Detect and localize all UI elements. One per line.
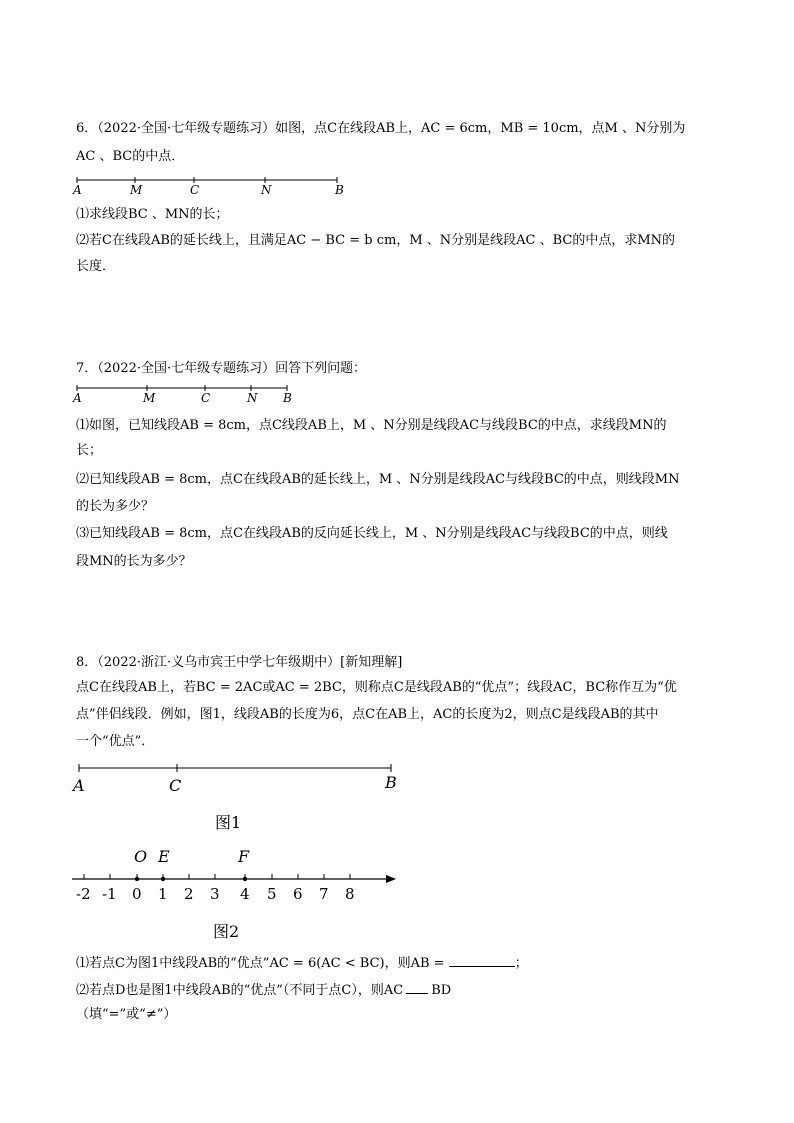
q6-point-n-label: N: [261, 183, 272, 197]
q8-part1-answer-blank[interactable]: [449, 952, 515, 967]
q6-part2-cont: 长度．: [76, 259, 116, 274]
fig2-tick-7: 7: [319, 885, 329, 903]
q7-point-n-label: N: [247, 391, 258, 405]
q8-intro-line2: 点”伴侣线段．例如，图1，线段AB的长度为6，点C在AB上，AC的长度为2，则点C是线段AB的其中: [76, 707, 659, 722]
q7-part1-cont: 长；: [76, 443, 103, 458]
q6-part1: ⑴求线段BC 、MN的长；: [76, 207, 229, 222]
fig2-tick-neg1: -1: [102, 885, 117, 903]
fig2-tick-0: 0: [132, 885, 142, 903]
fig2-tick-4: 4: [240, 885, 250, 903]
q8-part1-end: ；: [514, 956, 528, 971]
fig2-tick-neg2: -2: [76, 885, 91, 903]
q6-point-m-label: M: [130, 183, 143, 197]
fig2-tick-6: 6: [293, 885, 303, 903]
fig2-point-e-label: E: [158, 847, 170, 866]
q7-header: 7．（2022·全国·七年级专题练习）回答下列问题：: [76, 361, 367, 376]
fig1-point-b-label: B: [385, 773, 397, 792]
fig2-tick-5: 5: [267, 885, 277, 903]
fig2-tick-2: 2: [184, 885, 194, 903]
fig2-tick-1: 1: [158, 885, 168, 903]
q7-point-a-label: A: [73, 391, 82, 405]
q8-part2-answer-blank[interactable]: [406, 979, 428, 994]
q7-part3: ⑶已知线段AB = 8cm，点C在线段AB的反向延长线上，M 、N分别是线段AC与线段BC的中点，则线: [76, 526, 668, 541]
fig2-tick-3: 3: [210, 885, 220, 903]
fig1-point-c-label: C: [169, 776, 182, 795]
q8-part1: [76, 952, 528, 974]
q6-point-b-label: B: [335, 183, 344, 197]
q8-part2-text: ⑵若点D也是图1中线段AB的“优点”（不同于点C），则AC: [76, 983, 404, 998]
q7-part3-cont: 段MN的长为多少？: [76, 554, 192, 569]
fig2-tick-8: 8: [345, 885, 355, 903]
figure1-caption: 图1: [215, 813, 242, 832]
q8-header: 8．（2022·浙江·义乌市宾王中学七年级期中）[新知理解]: [76, 655, 403, 670]
fig1-point-a-label: A: [73, 776, 85, 795]
q6-point-a-label: A: [73, 183, 82, 197]
fig2-point-f-label: F: [238, 847, 250, 866]
q7-point-c-label: C: [201, 391, 211, 405]
q7-point-m-label: M: [143, 391, 156, 405]
q8-part2-note: （填“=”或“≠”）: [76, 1007, 177, 1022]
q8-intro-line1: 点C在线段AB上，若BC = 2AC或AC = 2BC，则称点C是线段AB的“优点”；线段AC，BC称作互为“优: [76, 680, 677, 695]
q6-header-cont: AC 、BC的中点．: [76, 149, 185, 164]
q6-point-c-label: C: [190, 183, 200, 197]
fig2-point-o-label: O: [134, 847, 148, 866]
q8-part2: [76, 979, 451, 1001]
q7-point-b-label: B: [283, 391, 292, 405]
q7-part2: ⑵已知线段AB = 8cm，点C在线段AB的延长线上，M 、N分别是线段AC与线段BC的中点，则线段MN: [76, 472, 680, 487]
q7-part2-cont: 的长为多少？: [76, 499, 155, 514]
q8-part1-text: ⑴若点C为图1中线段AB的“优点”AC = 6(AC < BC)，则AB =: [76, 956, 449, 971]
q7-part1: ⑴如图，已知线段AB = 8cm，点C线段AB上，M 、N分别是线段AC与线段BC的中点，求线段MN的: [76, 418, 667, 433]
q8-part2-end: BD: [431, 983, 452, 998]
q6-header: 6．（2022·全国·七年级专题练习）如图，点C在线段AB上，AC = 6cm，MB = 10cm，点M 、N分别为: [76, 121, 686, 136]
q6-part2: ⑵若C在线段AB的延长线上，且满足AC − BC = b cm，M 、N分别是线段AC 、BC的中点，求MN的: [76, 233, 676, 248]
q8-intro-line3: 一个“优点”．: [76, 734, 155, 749]
figure2-caption: 图2: [213, 922, 240, 941]
